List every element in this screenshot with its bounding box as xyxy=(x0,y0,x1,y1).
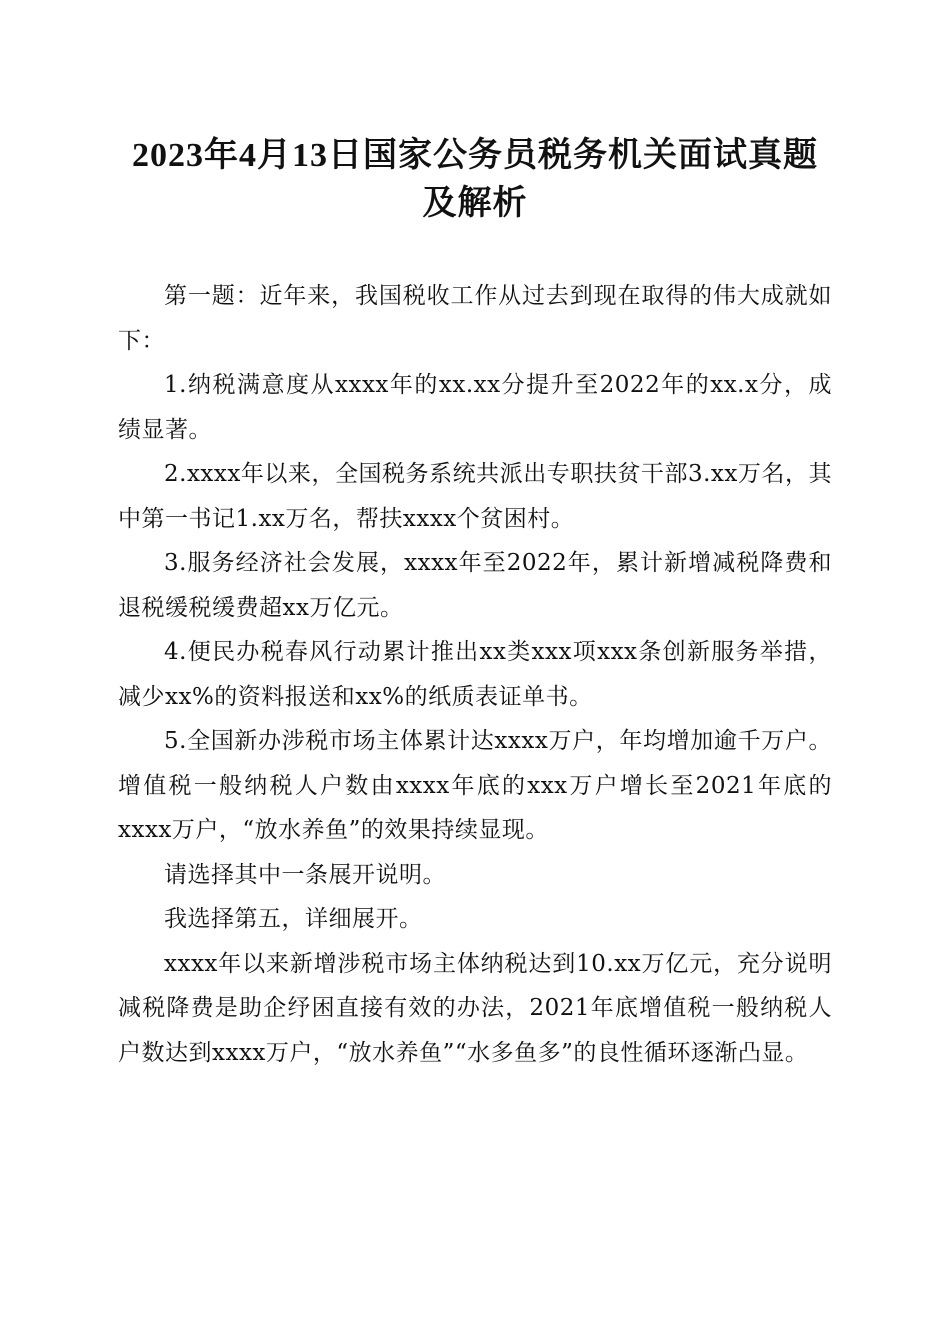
paragraph-answer: xxxx年以来新增涉税市场主体纳税达到10.xx万亿元，充分说明减税降费是助企纾困直接有效的办法，2021年底增值税一般纳税人户数达到xxxx万户，“放水养鱼”“水多鱼多”的良性循环逐渐凸显。 xyxy=(118,950,832,1066)
paragraph-item-3: 3.服务经济社会发展，xxxx年至2022年，累计新增减税降费和退税缓税缓费超xx万亿元。 xyxy=(118,550,832,621)
document-title: 2023年4月13日国家公务员税务机关面试真题及解析 xyxy=(132,137,818,222)
document-page xyxy=(118,132,832,1075)
paragraph-prompt: 请选择其中一条展开说明。 xyxy=(164,861,446,888)
paragraph-question-intro: 第一题：近年来，我国税收工作从过去到现在取得的伟大成就如下： xyxy=(118,283,832,354)
paragraph-choice: 我选择第五，详细展开。 xyxy=(164,906,423,932)
paragraph-item-4: 4.便民办税春风行动累计推出xx类xxx项xxx条创新服务举措，减少xx%的资料报送和xx%的纸质表证单书。 xyxy=(118,639,832,710)
document-body xyxy=(118,274,832,1075)
paragraph-item-2: 2.xxxx年以来，全国税务系统共派出专职扶贫干部3.xx万名，其中第一书记1.xx万名，帮扶xxxx个贫困村。 xyxy=(118,461,832,532)
paragraph-item-1: 1.纳税满意度从xxxx年的xx.xx分提升至2022年的xx.x分，成绩显著。 xyxy=(118,372,832,443)
paragraph-item-5: 5.全国新办涉税市场主体累计达xxxx万户，年均增加逾千万户。增值税一般纳税人户数由xxxx年底的xxx万户增长至2021年底的xxxx万户，“放水养鱼”的效果持续显现。 xyxy=(118,728,832,843)
